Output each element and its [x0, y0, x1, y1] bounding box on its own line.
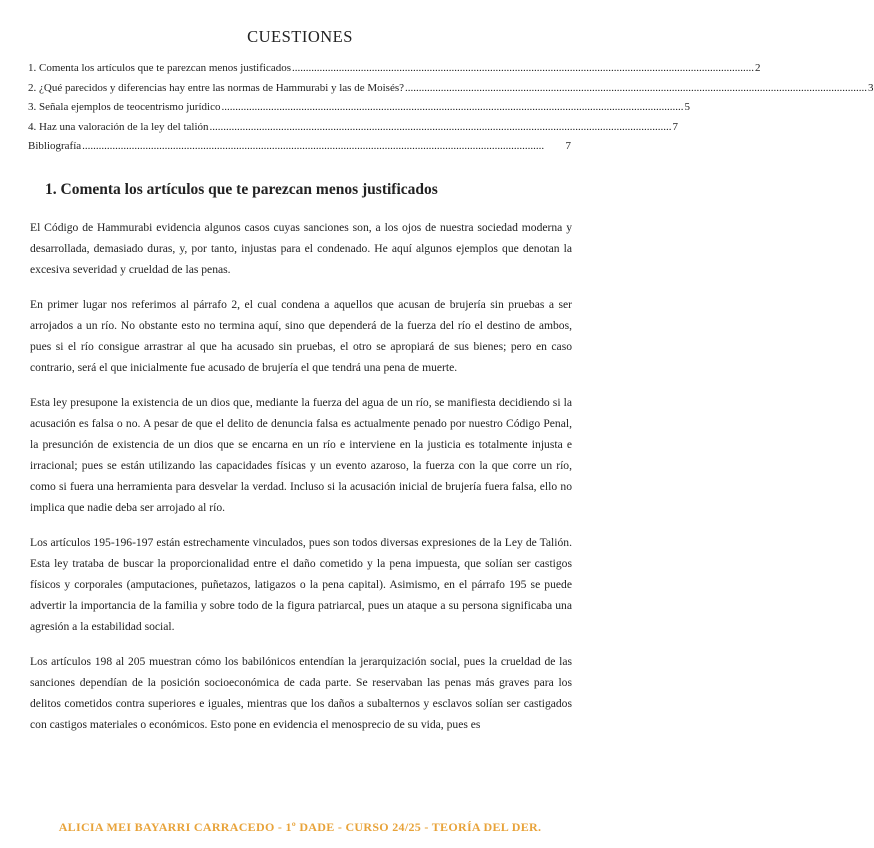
page-title: CUESTIONES — [247, 27, 353, 46]
toc-entry[interactable] — [28, 120, 679, 141]
paragraph: Los artículos 195-196-197 están estrechamente vinculados, pues son todos diversas expresiones de la Ley de Talión. Esta ley trataba de buscar la proporcionalidad entre el daño cometido y la pena impuesta, que solían ser castigos físicos y corporales (amputaciones, puñetazos, latigazos o la pena capital). Asimismo, en el párrafo 195 se puede advertir la importancia de la familia y sobre todo de la figura patriarcal, pues un ataque a su persona significaba una agresión a la estabilidad social. — [30, 536, 572, 633]
toc-entry-label: 1. Comenta los artículos que te parezcan menos justificados — [28, 62, 292, 74]
toc-leader: ........................................................................................................................................................................ — [221, 101, 684, 113]
toc-entry[interactable] — [28, 140, 571, 160]
toc-leader: ........................................................................................................................................................................ — [405, 81, 868, 94]
paragraph: Esta ley presupone la existencia de un dios que, mediante la fuerza del agua de un río, se manifiesta decidiendo si la acusación es falsa o no. A pesar de que el delito de denuncia falsa es actualmente penado por nuestro Código Penal, la presunción de existencia de un dios que se encarna en un río e interviene en la justicia es totalmente injusta e irracional; pues se están utilizando las capacidades físicas y un evento azaroso, la fuerza con la que corre un río, como si fuera una herramienta para desvelar la verdad. Incluso si la acusación inicial de brujería fuera falsa, ello no implica que nadie deba ser arrojado al río. — [30, 396, 572, 514]
table-of-contents — [28, 62, 874, 160]
toc-leader: ........................................................................................................................................................................ — [292, 62, 755, 74]
toc-entry-page: 7 — [565, 140, 571, 152]
toc-leader: ........................................................................................................................................................................ — [209, 120, 672, 133]
body-text — [30, 217, 572, 749]
toc-entry-page: 2 — [755, 62, 761, 74]
toc-entry-page: 5 — [684, 101, 690, 113]
paragraph: En primer lugar nos referimos al párrafo 2, el cual condena a aquellos que acusan de brujería sin pruebas a ser arrojados a un río. No obstante esto no termina aquí, sino que dependerá de la fuerza del río el destino de ambos, pues si el río consigue arrastrar al que ha acusado sin pruebas, el otro se apropiará de sus bienes; pero en caso contrario, será el que inicialmente fue acusado de brujería el que tendrá una pena de muerte. — [30, 298, 572, 374]
toc-entry-label: Bibliografía — [28, 140, 82, 152]
toc-entry[interactable] — [28, 62, 761, 82]
page-footer: ALICIA MEI BAYARRI CARRACEDO - 1º DADE - CURSO 24/25 - TEORÍA DEL DER. — [58, 820, 542, 834]
paragraph: El Código de Hammurabi evidencia algunos casos cuyas sanciones son, a los ojos de nuestra sociedad moderna y desarrollada, demasiado duras, y, por tanto, injustas para el condenado. He aquí algunos ejemplos que denotan la excesiva severidad y crueldad de las penas. — [30, 221, 572, 276]
toc-entry-page: 7 — [672, 120, 679, 133]
toc-leader: ........................................................................................................................................................................ — [82, 140, 545, 152]
toc-entry[interactable] — [28, 81, 874, 102]
toc-entry-label: 4. Haz una valoración de la ley del talión — [28, 120, 209, 133]
toc-entry-page: 3 — [868, 81, 874, 94]
toc-entry-label: 3. Señala ejemplos de teocentrismo jurídico — [28, 101, 221, 113]
paragraph: Los artículos 198 al 205 muestran cómo los babilónicos entendían la jerarquización social, pues la crueldad de las sanciones dependían de la posición socioeconómica de cada parte. Se reservaban las penas más graves para los delitos cometidos contra superiores e iguales, mientras que los daños a subalternos y esclavos solían ser castigados con castigos materiales o económicos. Esto pone en evidencia el menosprecio de su vida, pues es — [30, 655, 572, 731]
toc-entry[interactable] — [28, 101, 690, 121]
toc-entry-label: 2. ¿Qué parecidos y diferencias hay entre las normas de Hammurabi y las de Moisés? — [28, 81, 405, 94]
section-heading: 1. Comenta los artículos que te parezcan menos justificados — [45, 181, 438, 198]
